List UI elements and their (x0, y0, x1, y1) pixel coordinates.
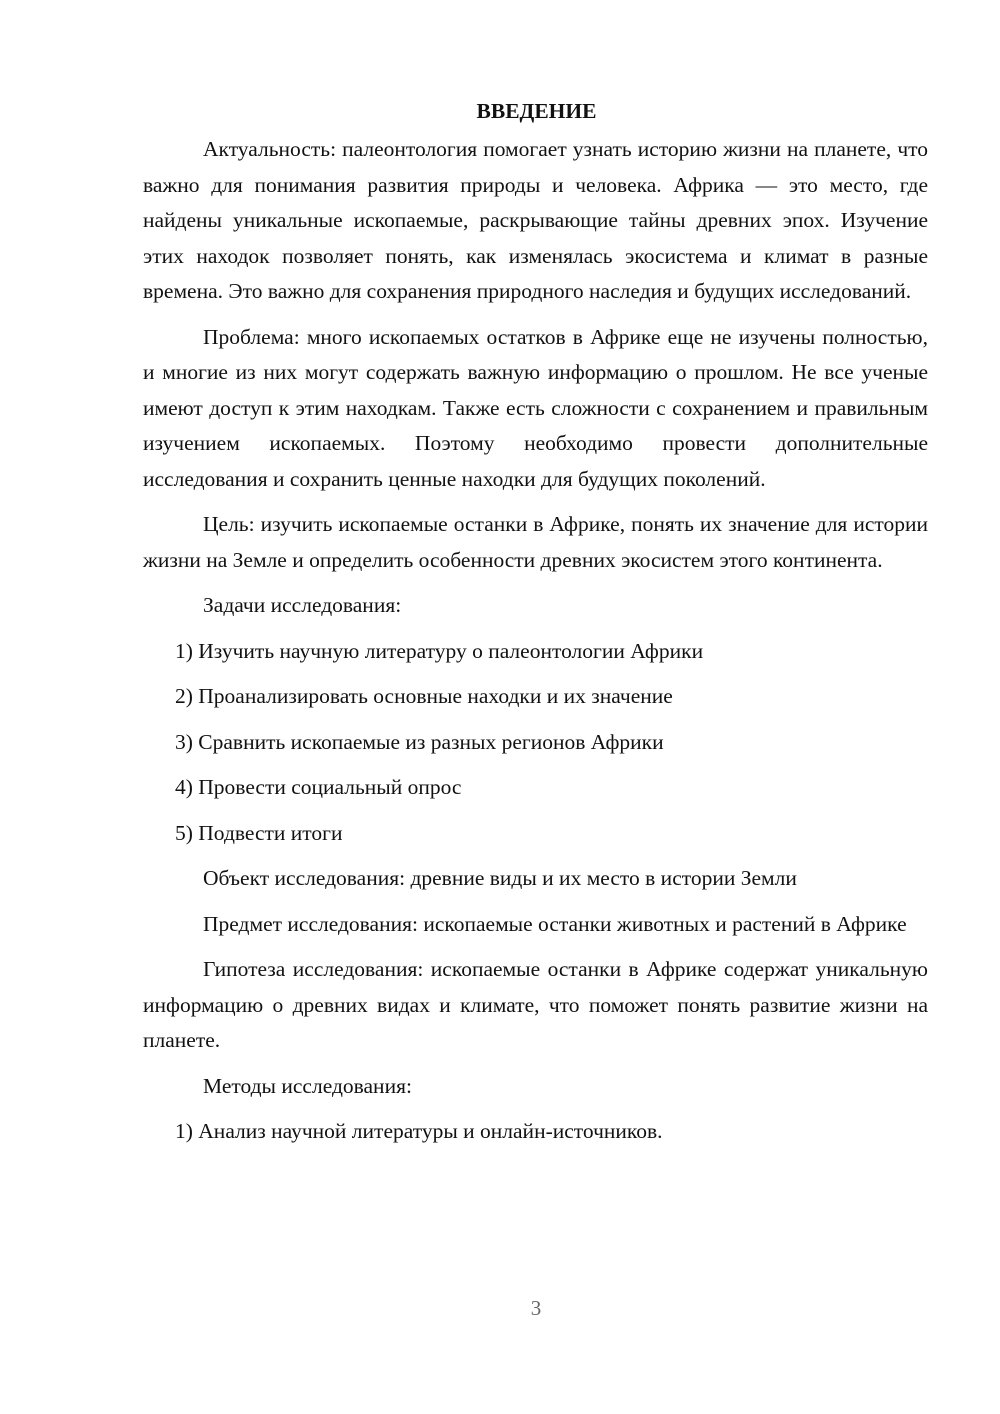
page-body (143, 96, 928, 1160)
problem-paragraph: Проблема: много ископаемых остатков в Африке еще не изучены полностью, и многие из них могут содержать важную информацию о прошлом. Не все ученые имеют доступ к этим находкам. Также есть сложности с сохранением и правильным изучением ископаемых. Поэтому необходимо провести дополнительные исследования и сохранить ценные находки для будущих поколений. (143, 324, 928, 491)
list-item: 1) Анализ научной литературы и онлайн-источников. (175, 1119, 663, 1143)
list-item: 4) Провести социальный опрос (175, 775, 462, 799)
list-item: 1) Изучить научную литературу о палеонтологии Африки (175, 638, 704, 663)
relevance-paragraph: Актуальность: палеонтология помогает узнать историю жизни на планете, что важно для понимания развития природы и человека. Африка — это место, где найдены уникальные ископаемые, раскрывающие тайны древних эпох. Изучение этих находок позволяет понять, как изменялась экосистема и климат в разные времена. Это важно для сохранения природного наследия и будущих исследований. (143, 137, 928, 303)
subject-paragraph: Предмет исследования: ископаемые останки животных и растений в Африке (203, 911, 907, 936)
list-item: 2) Проанализировать основные находки и их значение (175, 684, 673, 708)
methods-heading: Методы исследования: (203, 1073, 412, 1098)
page-number: 3 (530, 1296, 542, 1320)
hypothesis-paragraph: Гипотеза исследования: ископаемые останки в Африке содержат уникальную информацию о древних видах и климате, что поможет понять развитие жизни на планете. (143, 957, 928, 1052)
list-item: 5) Подвести итоги (175, 820, 343, 845)
list-item: 3) Сравнить ископаемые из разных регионов Африки (175, 729, 664, 754)
page-title: ВВЕДЕНИЕ (476, 99, 597, 123)
tasks-heading: Задачи исследования: (203, 593, 402, 617)
object-paragraph: Объект исследования: древние виды и их место в истории Земли (203, 866, 797, 890)
methods-list (143, 1114, 928, 1150)
goal-paragraph: Цель: изучить ископаемые останки в Африке, понять их значение для истории жизни на Земле и определить особенности древних экосистем этого континента. (143, 512, 928, 572)
tasks-list (143, 634, 928, 852)
